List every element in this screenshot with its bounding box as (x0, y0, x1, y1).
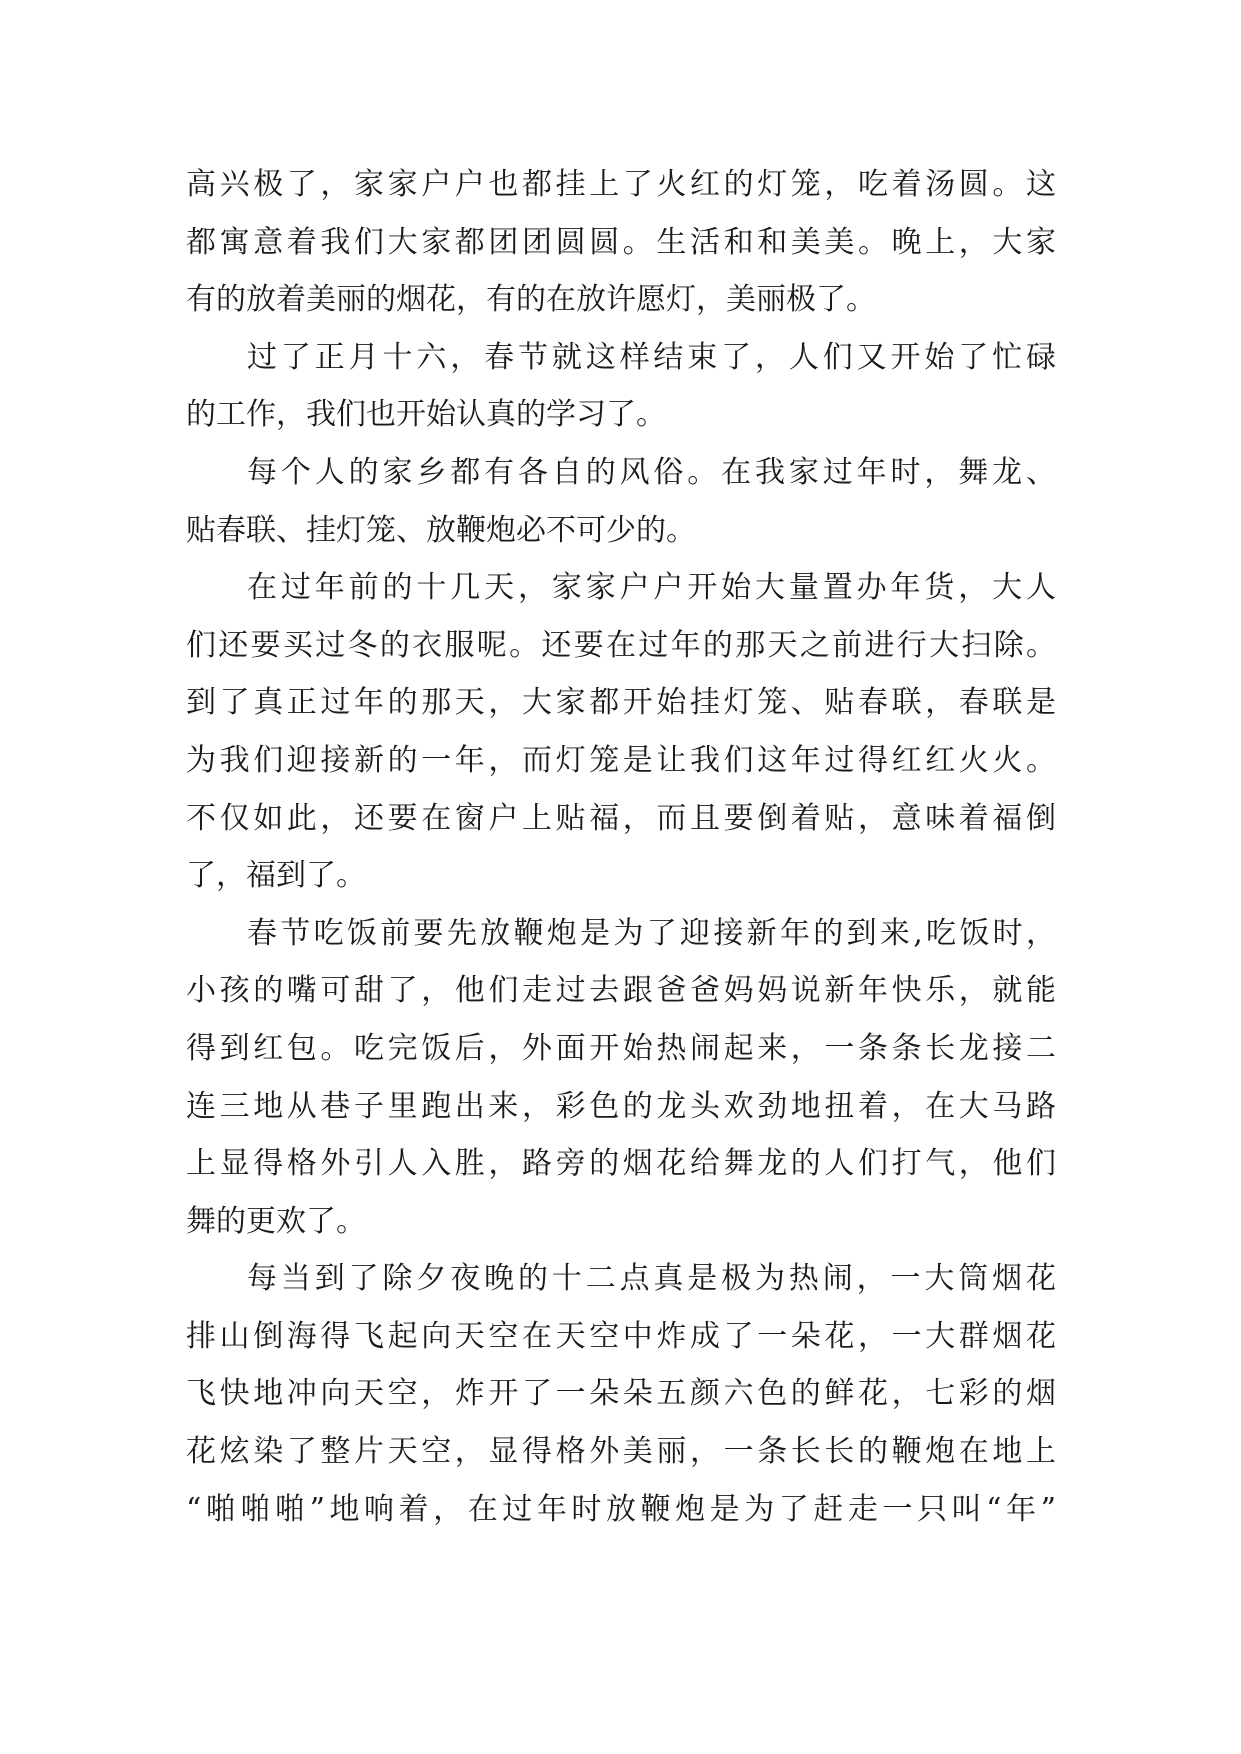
text-line: 的工作，我们也开始认真的学习了。 (186, 397, 666, 433)
text-line: 到了真正过年的那天，大家都开始挂灯笼、贴春联，春联是 (186, 685, 1056, 721)
text-line: 得到红包。吃完饭后，外面开始热闹起来，一条条长龙接二 (186, 1030, 1056, 1066)
text-line: 了，福到了。 (186, 858, 366, 894)
body-text (186, 156, 1056, 1538)
paragraph-first-line: 每当到了除夕夜晚的十二点真是极为热闹，一大筒烟花 (247, 1261, 1056, 1297)
text-line: 飞快地冲向天空，炸开了一朵朵五颜六色的鲜花，七彩的烟 (186, 1376, 1056, 1412)
text-line: 上显得格外引人入胜，路旁的烟花给舞龙的人们打气，他们 (186, 1146, 1056, 1182)
text-line: 贴春联、挂灯笼、放鞭炮必不可少的。 (186, 512, 696, 548)
text-line: 不仅如此，还要在窗户上贴福，而且要倒着贴，意味着福倒 (186, 800, 1056, 836)
text-line: 有的放着美丽的烟花，有的在放许愿灯，美丽极了。 (186, 282, 876, 318)
paragraph-first-line: 每个人的家乡都有各自的风俗。在我家过年时，舞龙、 (247, 454, 1056, 490)
text-line: 们还要买过冬的衣服呢。还要在过年的那天之前进行大扫除。 (186, 627, 1056, 663)
text-line: 小孩的嘴可甜了，他们走过去跟爸爸妈妈说新年快乐，就能 (186, 973, 1056, 1009)
paragraph-first-line: 过了正月十六，春节就这样结束了，人们又开始了忙碌 (247, 339, 1056, 375)
text-line: 都寓意着我们大家都团团圆圆。生活和和美美。晚上，大家 (186, 224, 1056, 260)
text-line: 排山倒海得飞起向天空在天空中炸成了一朵花，一大群烟花 (186, 1318, 1056, 1354)
paragraph-first-line: 在过年前的十几天，家家户户开始大量置办年货，大人 (247, 570, 1056, 606)
text-line: 高兴极了，家家户户也都挂上了火红的灯笼，吃着汤圆。这 (186, 167, 1056, 202)
text-line: 舞的更欢了。 (186, 1203, 366, 1239)
text-line: 花炫染了整片天空，显得格外美丽，一条长长的鞭炮在地上 (186, 1434, 1056, 1470)
text-line: “啪啪啪”地响着，在过年时放鞭炮是为了赶走一只叫“年” (186, 1491, 1056, 1527)
text-line: 为我们迎接新的一年，而灯笼是让我们这年过得红红火火。 (186, 742, 1056, 778)
paragraph-first-line: 春节吃饭前要先放鞭炮是为了迎接新年的到来,吃饭时， (247, 915, 1056, 951)
text-line: 连三地从巷子里跑出来，彩色的龙头欢劲地扭着，在大马路 (186, 1088, 1056, 1124)
